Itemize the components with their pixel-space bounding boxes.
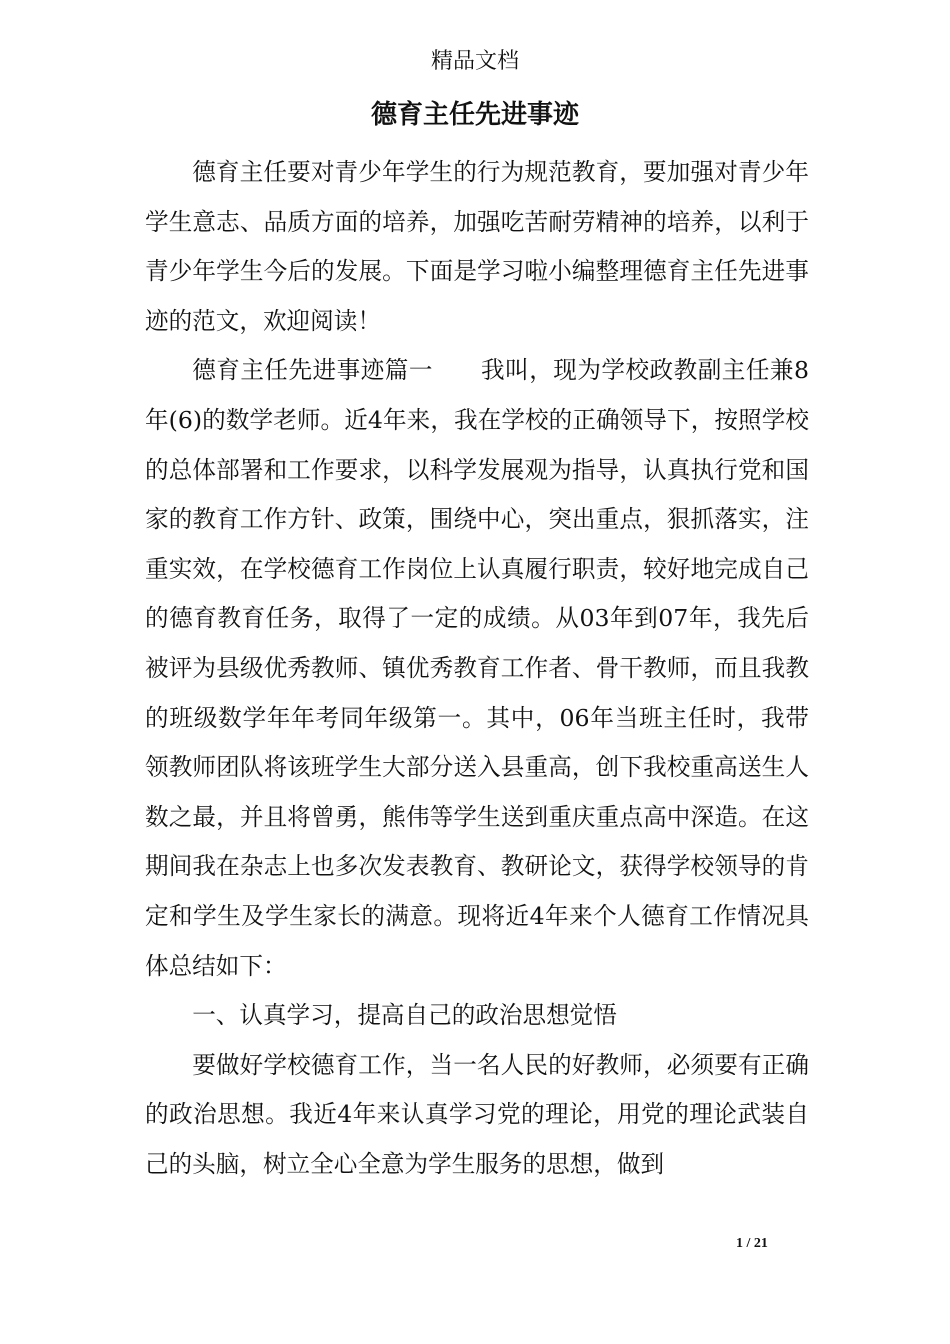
paragraph-intro: 德育主任要对青少年学生的行为规范教育，要加强对青少年学生意志、品质方面的培养，加强吃苦耐劳精神的培养，以利于青少年学生今后的发展。下面是学习啦小编整理德育主任先进事迹的范文，欢迎阅读！	[145, 158, 809, 335]
section-heading-study: 一、认真学习，提高自己的政治思想觉悟	[192, 1001, 617, 1030]
document-body	[145, 148, 809, 1189]
paragraph-political-thought: 要做好学校德育工作，当一名人民的好教师，必须要有正确的政治思想。我近4年来认真学习党的理论，用党的理论武装自己的头脑，树立全心全意为学生服务的思想，做到	[145, 1050, 809, 1178]
document-title: 德育主任先进事迹	[370, 100, 579, 130]
paragraph-story-one: 德育主任先进事迹篇一 我叫，现为学校政教副主任兼8年(6)的数学老师。近4年来，我在学校的正确领导下，按照学校的总体部署和工作要求，以科学发展观为指导，认真执行党和国家的教育工作方针、政策，围绕中心，突出重点，狠抓落实，注重实效，在学校德育工作岗位上认真履行职责，较好地完成自己的德育教育任务，取得了一定的成绩。从03年到07年，我先后被评为县级优秀教师、镇优秀教育工作者、骨干教师，而且我教的班级数学年年考同年级第一。其中，06年当班主任时，我带领教师团队将该班学生大部分送入县重高，创下我校重高送生人数之最，并且将曾勇，熊伟等学生送到重庆重点高中深造。在这期间我在杂志上也多次发表教育、教研论文，获得学校领导的肯定和学生及学生家长的满意。现将近4年来个人德育工作情况具体总结如下：	[145, 356, 809, 980]
page-number: 1 / 21	[736, 1236, 768, 1251]
document-header: 精品文档	[430, 49, 519, 74]
